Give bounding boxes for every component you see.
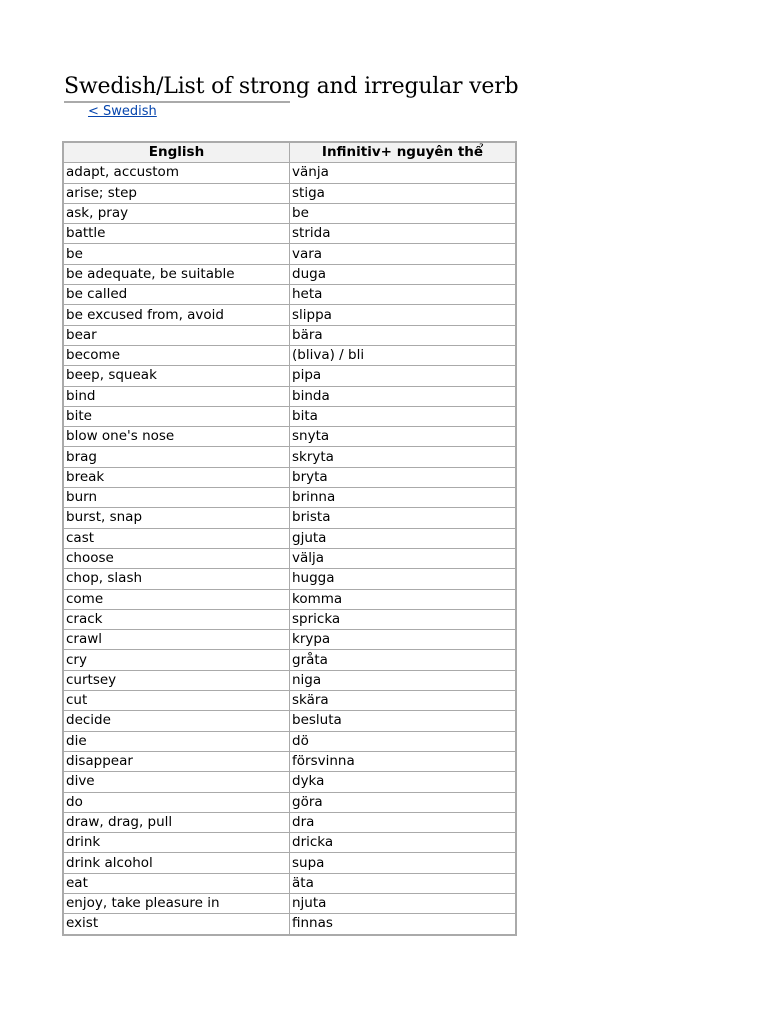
verb-table: [62, 141, 517, 936]
table-row: [63, 528, 516, 548]
english-verb-cell: become: [63, 345, 290, 365]
table-row: [63, 305, 516, 325]
swedish-infinitive-cell: niga: [290, 670, 517, 690]
english-verb-cell: choose: [63, 548, 290, 568]
english-verb-cell: die: [63, 731, 290, 751]
english-verb-cell: enjoy, take pleasure in: [63, 893, 290, 913]
swedish-infinitive-cell: komma: [290, 589, 517, 609]
table-row: [63, 264, 516, 284]
table-row: [63, 488, 516, 508]
column-header-english: English: [63, 142, 290, 163]
swedish-infinitive-cell: vara: [290, 244, 517, 264]
english-verb-cell: be called: [63, 285, 290, 305]
english-verb-cell: chop, slash: [63, 569, 290, 589]
table-row: [63, 792, 516, 812]
table-row: [63, 467, 516, 487]
english-verb-cell: be: [63, 244, 290, 264]
swedish-infinitive-cell: dyka: [290, 772, 517, 792]
english-verb-cell: be excused from, avoid: [63, 305, 290, 325]
swedish-infinitive-cell: gråta: [290, 650, 517, 670]
table-row: [63, 345, 516, 365]
table-body: [63, 163, 516, 935]
english-verb-cell: decide: [63, 711, 290, 731]
swedish-infinitive-cell: binda: [290, 386, 517, 406]
english-verb-cell: bind: [63, 386, 290, 406]
english-verb-cell: draw, drag, pull: [63, 812, 290, 832]
page-title: Swedish/List of strong and irregular verb: [64, 74, 519, 99]
english-verb-cell: battle: [63, 224, 290, 244]
swedish-infinitive-cell: dra: [290, 812, 517, 832]
table-row: [63, 853, 516, 873]
swedish-infinitive-cell: äta: [290, 873, 517, 893]
swedish-infinitive-cell: pipa: [290, 366, 517, 386]
back-link-swedish[interactable]: < Swedish: [88, 104, 157, 119]
swedish-infinitive-cell: bita: [290, 406, 517, 426]
table-row: [63, 548, 516, 568]
english-verb-cell: be adequate, be suitable: [63, 264, 290, 284]
swedish-infinitive-cell: heta: [290, 285, 517, 305]
swedish-infinitive-cell: skryta: [290, 447, 517, 467]
english-verb-cell: burn: [63, 488, 290, 508]
english-verb-cell: drink: [63, 833, 290, 853]
english-verb-cell: ask, pray: [63, 203, 290, 223]
english-verb-cell: bite: [63, 406, 290, 426]
table-row: [63, 244, 516, 264]
table-row: [63, 914, 516, 935]
table-row: [63, 325, 516, 345]
table-row: [63, 366, 516, 386]
english-verb-cell: cast: [63, 528, 290, 548]
swedish-infinitive-cell: dricka: [290, 833, 517, 853]
table-row: [63, 183, 516, 203]
swedish-infinitive-cell: brinna: [290, 488, 517, 508]
table-row: [63, 833, 516, 853]
table-row: [63, 691, 516, 711]
table-row: [63, 589, 516, 609]
english-verb-cell: cry: [63, 650, 290, 670]
swedish-infinitive-cell: vänja: [290, 163, 517, 183]
table-row: [63, 650, 516, 670]
swedish-infinitive-cell: slippa: [290, 305, 517, 325]
english-verb-cell: curtsey: [63, 670, 290, 690]
swedish-infinitive-cell: brista: [290, 508, 517, 528]
swedish-infinitive-cell: gjuta: [290, 528, 517, 548]
table-row: [63, 873, 516, 893]
english-verb-cell: brag: [63, 447, 290, 467]
table-row: [63, 447, 516, 467]
swedish-infinitive-cell: snyta: [290, 427, 517, 447]
english-verb-cell: drink alcohol: [63, 853, 290, 873]
english-verb-cell: burst, snap: [63, 508, 290, 528]
table-row: [63, 203, 516, 223]
english-verb-cell: arise; step: [63, 183, 290, 203]
swedish-infinitive-cell: välja: [290, 548, 517, 568]
english-verb-cell: do: [63, 792, 290, 812]
table-row: [63, 508, 516, 528]
english-verb-cell: dive: [63, 772, 290, 792]
table-row: [63, 386, 516, 406]
table-row: [63, 427, 516, 447]
swedish-infinitive-cell: försvinna: [290, 751, 517, 771]
english-verb-cell: come: [63, 589, 290, 609]
table-row: [63, 772, 516, 792]
swedish-infinitive-cell: göra: [290, 792, 517, 812]
english-verb-cell: eat: [63, 873, 290, 893]
swedish-infinitive-cell: bryta: [290, 467, 517, 487]
english-verb-cell: disappear: [63, 751, 290, 771]
swedish-infinitive-cell: supa: [290, 853, 517, 873]
table-row: [63, 670, 516, 690]
table-row: [63, 285, 516, 305]
table-row: [63, 711, 516, 731]
swedish-infinitive-cell: finnas: [290, 914, 517, 935]
swedish-infinitive-cell: spricka: [290, 609, 517, 629]
english-verb-cell: crawl: [63, 630, 290, 650]
table-row: [63, 224, 516, 244]
swedish-infinitive-cell: (bliva) / bli: [290, 345, 517, 365]
swedish-infinitive-cell: bära: [290, 325, 517, 345]
english-verb-cell: blow one's nose: [63, 427, 290, 447]
swedish-infinitive-cell: krypa: [290, 630, 517, 650]
english-verb-cell: beep, squeak: [63, 366, 290, 386]
table-row: [63, 751, 516, 771]
english-verb-cell: adapt, accustom: [63, 163, 290, 183]
table-row: [63, 630, 516, 650]
swedish-infinitive-cell: besluta: [290, 711, 517, 731]
english-verb-cell: exist: [63, 914, 290, 935]
table-row: [63, 406, 516, 426]
table-row: [63, 163, 516, 183]
table-row: [63, 893, 516, 913]
english-verb-cell: cut: [63, 691, 290, 711]
swedish-infinitive-cell: duga: [290, 264, 517, 284]
column-header-infinitive: Infinitiv+ nguyên thể: [290, 142, 517, 163]
swedish-infinitive-cell: stiga: [290, 183, 517, 203]
swedish-infinitive-cell: be: [290, 203, 517, 223]
table-header-row: [63, 142, 516, 163]
english-verb-cell: bear: [63, 325, 290, 345]
english-verb-cell: break: [63, 467, 290, 487]
table-row: [63, 569, 516, 589]
swedish-infinitive-cell: njuta: [290, 893, 517, 913]
table-row: [63, 731, 516, 751]
swedish-infinitive-cell: dö: [290, 731, 517, 751]
swedish-infinitive-cell: skära: [290, 691, 517, 711]
table-row: [63, 609, 516, 629]
swedish-infinitive-cell: strida: [290, 224, 517, 244]
english-verb-cell: crack: [63, 609, 290, 629]
swedish-infinitive-cell: hugga: [290, 569, 517, 589]
table-row: [63, 812, 516, 832]
